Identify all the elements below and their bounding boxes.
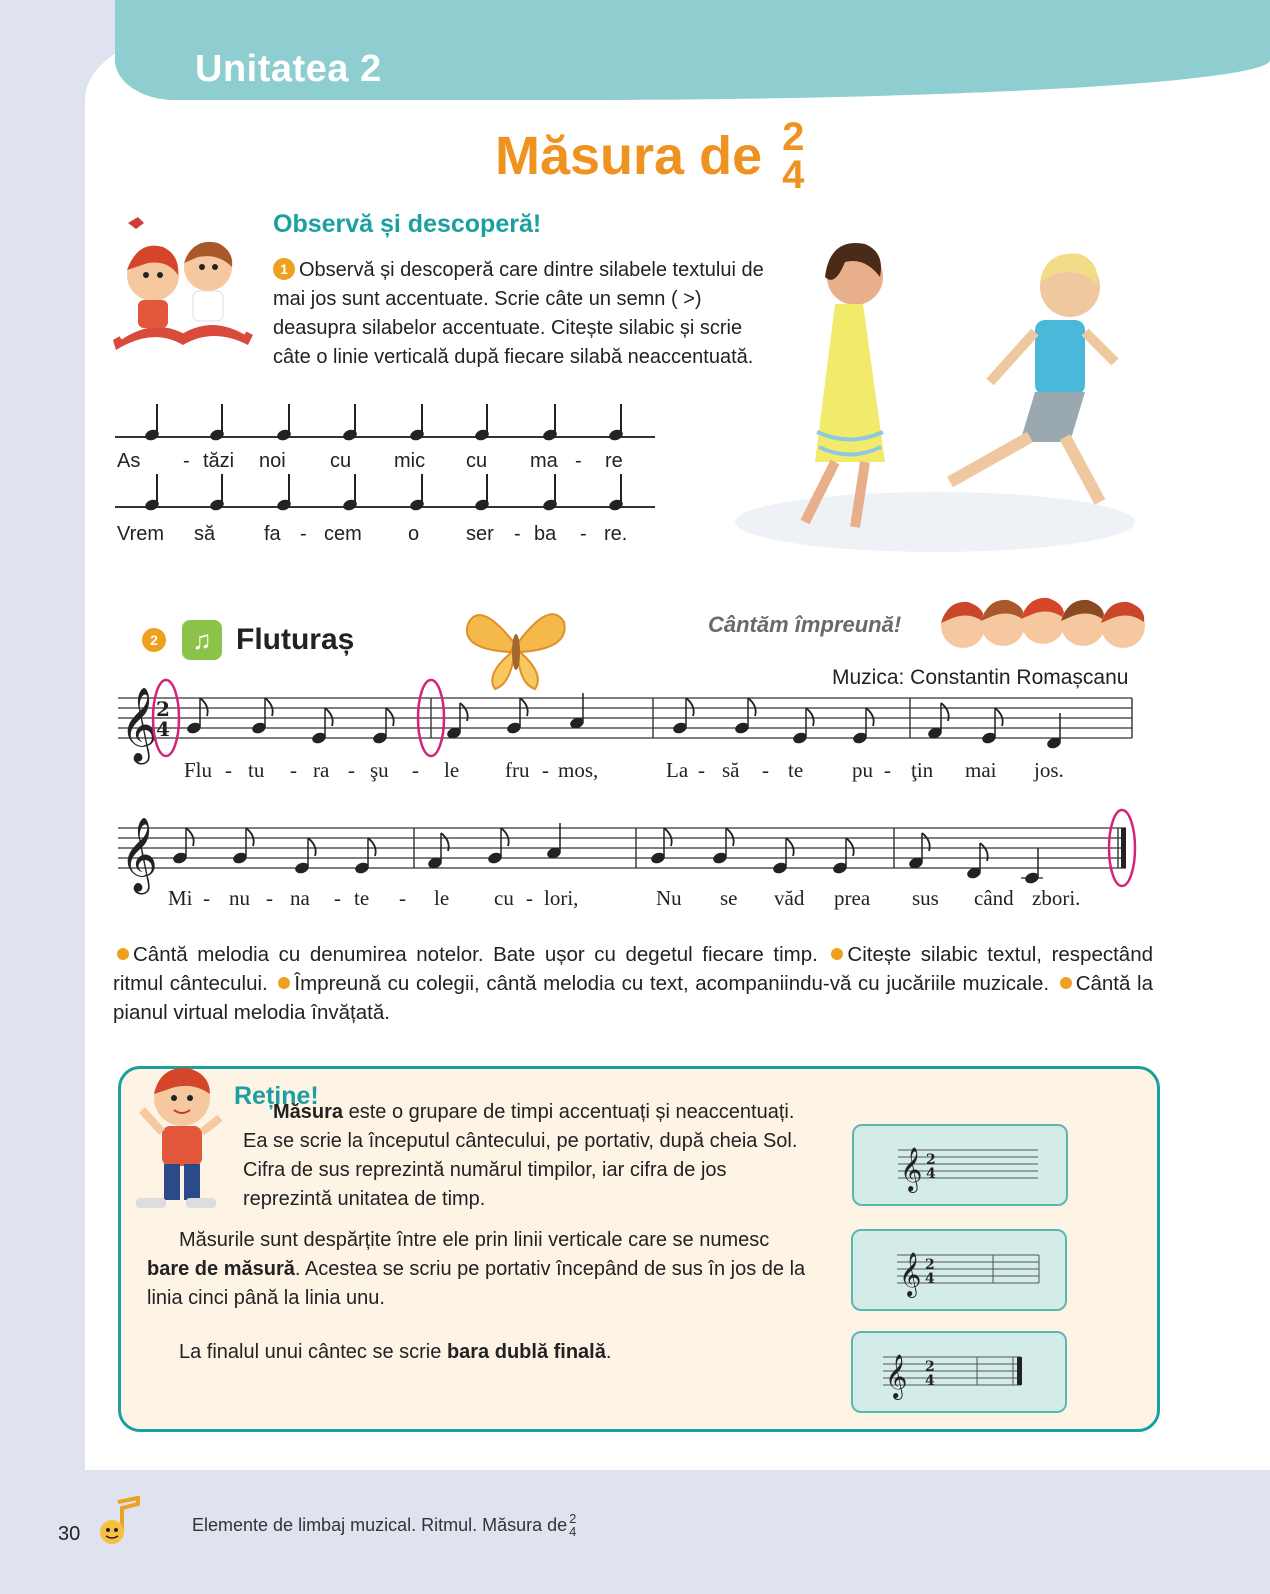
kids-reading-illustration: [108, 205, 258, 355]
remember-text-2a: Măsurile sunt despărțite între ele prin linii verticale care se numesc: [179, 1229, 770, 1251]
syllable: -: [300, 523, 307, 545]
footer-caption: Elemente de limbaj muzical. Ritmul. Măsura de: [192, 1514, 568, 1535]
lyric-syllable: Nu: [656, 886, 682, 910]
syllable: ser: [466, 523, 494, 545]
lyric-syllable: -: [203, 886, 210, 910]
staff-example-bar-line: [851, 1229, 1067, 1311]
exercise-2-badge: 2: [142, 628, 166, 652]
syllable: să: [194, 523, 216, 545]
lyric-syllable: na: [290, 886, 310, 910]
lyric-syllable: Flu: [184, 758, 213, 782]
svg-text:𝄞: 𝄞: [900, 1147, 923, 1191]
lyric-syllable: -: [225, 758, 232, 782]
time-signature-top: 2: [782, 115, 805, 159]
lyric-syllable: -: [542, 758, 549, 782]
remember-text-3a: La finalul unui cântec se scrie: [179, 1341, 442, 1363]
running-children-illustration: [735, 232, 1155, 572]
song-instructions: [113, 940, 1153, 1027]
lyric-syllable: -: [698, 758, 705, 782]
eighth-note: [294, 838, 316, 875]
time-signature-bottom: 4: [156, 717, 170, 741]
instruction-1: Cântă melodia cu denumirea notelor. Bate ușor cu degetul fiecare timp.: [133, 943, 818, 966]
syllable: -: [183, 450, 190, 472]
time-signature: [782, 115, 805, 197]
syllable: fa: [264, 523, 281, 545]
song-title: Fluturaș: [236, 623, 355, 656]
eighth-note: [650, 828, 672, 865]
syllable: ba: [534, 523, 557, 545]
rhythm-line: [115, 506, 655, 508]
syllable: ma: [530, 450, 558, 472]
music-staff-1: [112, 676, 1147, 766]
eighth-note: [354, 838, 376, 875]
staff-example-3-svg: [853, 1333, 1065, 1411]
treble-clef-icon: 𝄞: [120, 688, 158, 762]
lyric-syllable: când: [974, 886, 1014, 910]
eighth-note: [232, 828, 254, 865]
lyric-syllable: -: [526, 886, 533, 910]
song-header: [142, 620, 354, 660]
quarter-note: [1021, 848, 1043, 885]
eighth-note: [672, 698, 694, 735]
lyric-syllable: -: [266, 886, 273, 910]
kids-faces-illustration: [938, 588, 1148, 658]
section-title-observe: Observă și descoperă!: [273, 210, 542, 238]
time-signature-top: 2: [156, 697, 170, 721]
lyric-syllable: Mi: [168, 886, 193, 910]
syllable: re.: [604, 523, 628, 545]
staff-example-1-svg: [854, 1126, 1066, 1204]
time-signature-bottom: 4: [782, 153, 805, 197]
svg-text:2: 2: [926, 1152, 936, 1168]
lyric-syllable: mai: [965, 758, 997, 782]
remember-title: Reține!: [234, 1082, 319, 1110]
syllable: -: [514, 523, 521, 545]
lyric-syllable: -: [412, 758, 419, 782]
lyric-syllable: jos.: [1034, 758, 1064, 782]
lyric-syllable: lori,: [544, 886, 579, 910]
lyric-syllable: tu: [248, 758, 265, 782]
lyric-syllable: -: [290, 758, 297, 782]
exercise-1-instruction: Observă și descoperă care dintre silabele textului de mai jos sunt accentuate. Scrie câte un semn ( >) deasupra silabelor accentuate. Citește silabic și scrie câte o linie verticală după fiecare silabă neaccentuată.: [273, 259, 764, 368]
page-title: [495, 115, 805, 197]
bold-term: bara dublă finală: [446, 1341, 606, 1363]
syllable: -: [575, 450, 582, 472]
lyric-syllable: La: [666, 758, 689, 782]
eighth-note: [852, 708, 874, 745]
svg-text:𝄞: 𝄞: [899, 1252, 922, 1296]
syllable: cem: [324, 523, 362, 545]
lyric-syllable: te: [788, 758, 804, 782]
syllable: o: [408, 523, 420, 545]
remember-paragraph-3: [147, 1338, 815, 1367]
eighth-note: [487, 828, 509, 865]
eighth-note: [506, 698, 528, 735]
bold-term: bare de măsură: [147, 1258, 295, 1280]
syllable: cu: [466, 450, 488, 472]
remember-text-1: este o grupare de timpi accentuați și neaccentuați. Ea se scrie la începutul cântecului, pe portativ, după cheia Sol. Cifra de sus reprezintă numărul timpilor, iar cifra de jos reprezintă unitatea de timp.: [243, 1101, 798, 1210]
remember-text-2b: . Acestea se scriu pe portativ începând de sus în jos de la linia cinci până la linia unu.: [147, 1258, 806, 1309]
svg-text:4: 4: [925, 1373, 935, 1389]
syllable: mic: [394, 450, 426, 472]
lyric-syllable: prea: [834, 886, 871, 910]
lyric-syllable: le: [444, 758, 460, 782]
rhythm-row-2: [115, 474, 655, 514]
exercise-1-text: [273, 256, 773, 372]
syllable: -: [580, 523, 587, 545]
eighth-note: [311, 708, 333, 745]
bullet-icon: [278, 977, 290, 989]
music-note-icon: ♫: [182, 620, 222, 660]
lyric-syllable: -: [334, 886, 341, 910]
svg-text:2: 2: [925, 1359, 935, 1375]
syllable: re: [605, 450, 623, 472]
remember-text-3b: .: [605, 1341, 612, 1363]
instruction-2: Citește silabic textul, respectând ritmul cântecului.: [113, 943, 1153, 995]
lyric-syllable: se: [720, 886, 738, 910]
eighth-note: [712, 828, 734, 865]
svg-text:𝄞: 𝄞: [885, 1354, 908, 1398]
bullet-icon: [831, 948, 843, 960]
eighth-note: [172, 828, 194, 865]
eighth-note: [251, 698, 273, 735]
lyric-syllable: le: [434, 886, 450, 910]
lyric-syllable: mos,: [558, 758, 599, 782]
bold-term: Măsura: [273, 1101, 344, 1123]
staff-example-2-svg: [853, 1231, 1065, 1309]
syllable: cu: [330, 450, 352, 472]
exercise-1-badge: 1: [273, 258, 295, 280]
lyric-syllable: văd: [774, 886, 805, 910]
bullet-icon: [1060, 977, 1072, 989]
remember-paragraph-1: [243, 1098, 813, 1214]
treble-clef-icon: 𝄞: [120, 818, 158, 892]
instruction-3: Împreună cu colegii, cântă melodia cu text, acompaniindu-vă cu jucăriile muzicale.: [294, 972, 1050, 995]
lyric-syllable: zbori.: [1032, 886, 1081, 910]
lyric-syllable: nu: [229, 886, 250, 910]
unit-title: Unitatea 2: [195, 48, 382, 90]
footer-frac-bottom: 4: [569, 1524, 577, 1539]
lyric-syllable: pu: [852, 758, 873, 782]
syllable: noi: [259, 450, 286, 472]
eighth-note: [832, 838, 854, 875]
eighth-note: [734, 698, 756, 735]
eighth-note: [372, 708, 394, 745]
final-bar-thick: [1121, 828, 1126, 868]
lyric-syllable: sus: [912, 886, 939, 910]
rhythm-row-1: [115, 404, 655, 444]
composer-credit: Muzica: Constantin Romașcanu: [832, 666, 1129, 689]
eighth-note: [981, 708, 1003, 745]
music-staff-2: [112, 806, 1147, 896]
lyric-syllable: -: [884, 758, 891, 782]
rhythm-line: [115, 436, 655, 438]
lyric-syllable: -: [348, 758, 355, 782]
lyric-syllable: fru: [505, 758, 530, 782]
footer-frac-top: 2: [569, 1511, 577, 1526]
lyric-syllable: -: [399, 886, 406, 910]
footer-text: [192, 1512, 576, 1538]
page-number: 30: [58, 1523, 81, 1545]
svg-text:2: 2: [925, 1257, 935, 1273]
footer-time-signature: [569, 1512, 576, 1538]
lyric-syllable: -: [762, 758, 769, 782]
lyric-syllable: te: [354, 886, 370, 910]
lyric-syllable: să: [722, 758, 740, 782]
music-note-mascot-icon: [88, 1496, 144, 1546]
syllable: Vrem: [117, 523, 165, 545]
staff-example-time-signature: [852, 1124, 1068, 1206]
syllable: As: [117, 450, 141, 472]
eighth-note: [186, 698, 208, 735]
boy-pointing-illustration: [130, 1060, 230, 1210]
svg-text:4: 4: [925, 1271, 935, 1287]
lyric-syllable: ra: [313, 758, 330, 782]
staff-example-final-bar: [851, 1331, 1067, 1413]
eighth-note: [772, 838, 794, 875]
sing-together-label: Cântăm împreună!: [708, 612, 902, 637]
syllable: tăzi: [203, 450, 235, 472]
page-title-text: Măsura de: [495, 126, 763, 186]
lyric-syllable: cu: [494, 886, 514, 910]
lyric-syllable: şu: [370, 758, 389, 782]
lyric-syllable: ţin: [911, 758, 934, 782]
svg-text:4: 4: [926, 1166, 936, 1182]
remember-paragraph-2: [147, 1226, 815, 1313]
bullet-icon: [117, 948, 129, 960]
eighth-note: [792, 708, 814, 745]
instruction-4: Cântă la pianul virtual melodia învățată.: [113, 972, 1153, 1024]
